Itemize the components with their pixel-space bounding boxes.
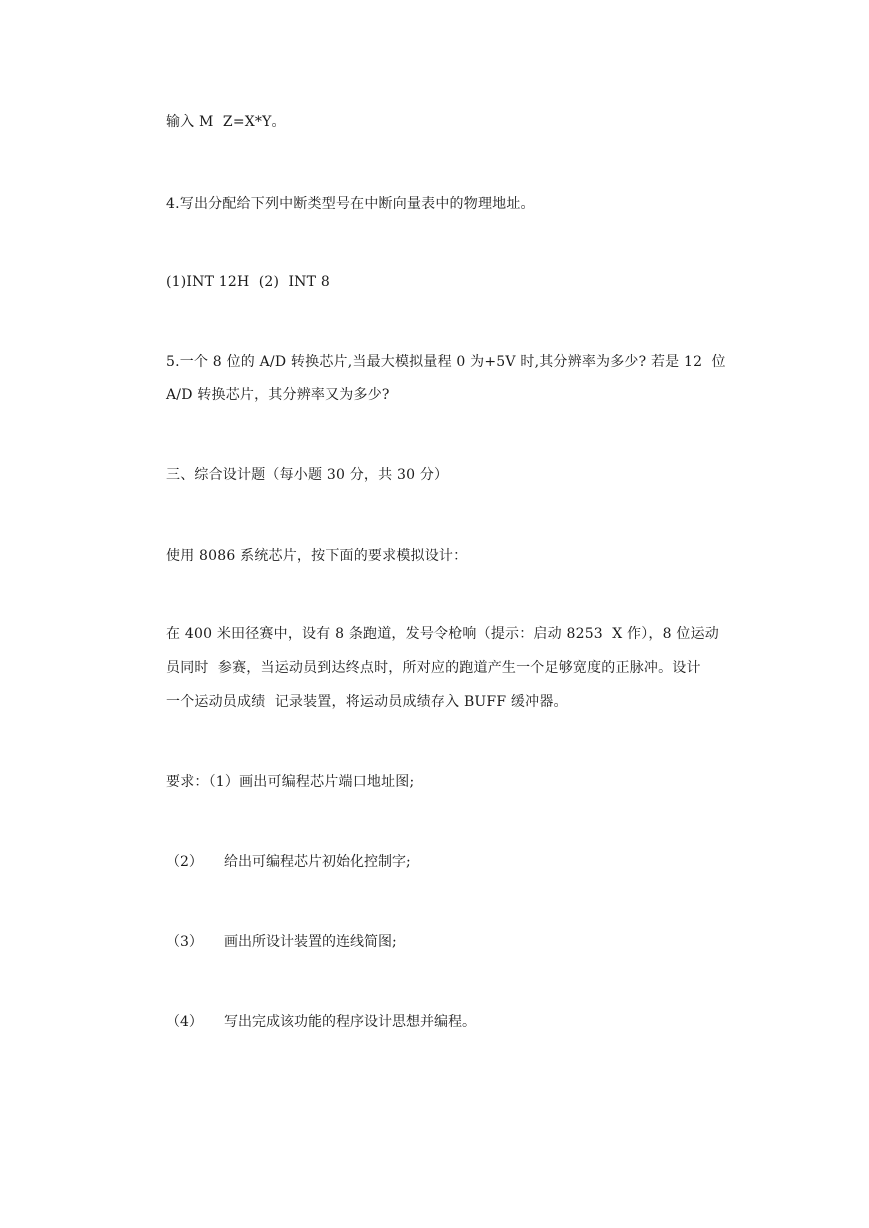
question-4-items: (1)INT 12H (2) INT 8 — [166, 274, 330, 290]
requirement-2-text: 给出可编程芯片初始化控制字; — [224, 854, 411, 870]
design-desc-line-3: 一个运动员成绩 记录装置，将运动员成绩存入 BUFF 缓冲器。 — [166, 694, 568, 710]
question-4: 4.写出分配给下列中断类型号在中断向量表中的物理地址。 — [166, 196, 535, 212]
design-desc-line-2: 员同时 参赛，当运动员到达终点时，所对应的跑道产生一个足够宽度的正脉冲。设计 — [166, 660, 701, 676]
requirement-3-number: （3） — [166, 934, 203, 950]
requirement-1: 要求：（1）画出可编程芯片端口地址图; — [166, 774, 415, 790]
requirement-4-number: （4） — [166, 1014, 203, 1030]
design-intro: 使用 8086 系统芯片，按下面的要求模拟设计： — [166, 548, 468, 564]
requirement-3-text: 画出所设计装置的连线简图; — [224, 934, 397, 950]
question-5-line-1: 5.一个 8 位的 A/D 转换芯片,当最大模拟量程 0 为+5V 时,其分辨率为多少? 若是 12 位 — [166, 354, 726, 370]
text-line-input-z: 输入 M Z=X*Y。 — [166, 114, 286, 130]
section-3-heading: 三、综合设计题（每小题 30 分，共 30 分） — [166, 467, 449, 483]
design-desc-line-1: 在 400 米田径赛中，设有 8 条跑道，发号令枪响（提示：启动 8253 X 作），8 位运动 — [166, 626, 719, 642]
question-5-line-2: A/D 转换芯片，其分辨率又为多少? — [166, 387, 390, 403]
requirement-2-number: （2） — [166, 854, 203, 870]
requirement-4-text: 写出完成该功能的程序设计思想并编程。 — [224, 1014, 476, 1030]
